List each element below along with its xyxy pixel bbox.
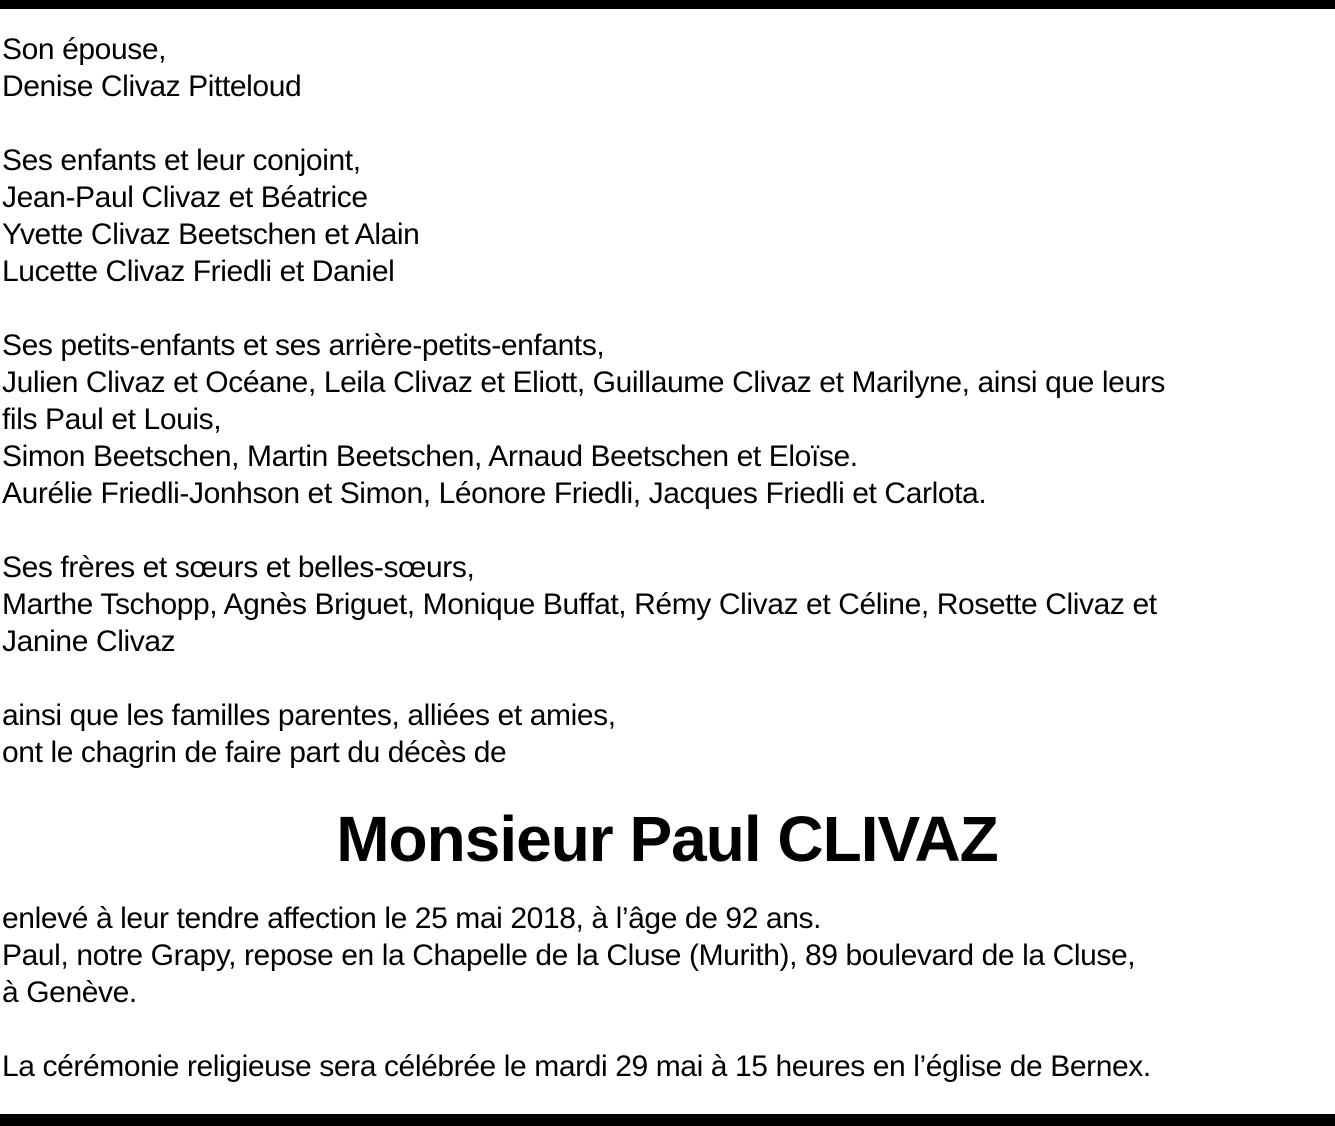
spouse-section [2,31,1332,105]
grandchildren-line: Julien Clivaz et Océane, Leila Clivaz et Eliott, Guillaume Clivaz et Marilyne, ainsi que leurs [2,366,1165,399]
siblings-line: Marthe Tschopp, Agnès Briguet, Monique Buffat, Rémy Clivaz et Céline, Rosette Clivaz et [2,588,1157,621]
grandchildren-line: fils Paul et Louis, [2,403,222,436]
deceased-name-heading: Monsieur Paul CLIVAZ [336,803,998,875]
siblings-section [2,549,1332,660]
announcement-line: ainsi que les familles parentes, alliées et amies, [2,699,616,732]
children-heading: Ses enfants et leur conjoint, [2,144,361,177]
bottom-rule [0,1114,1335,1126]
grandchildren-heading: Ses petits-enfants et ses arrière-petits-enfants, [2,329,605,362]
top-rule [0,0,1335,9]
grandchildren-line: Simon Beetschen, Martin Beetschen, Arnaud Beetschen et Eloïse. [2,440,858,473]
details-line: Paul, notre Grapy, repose en la Chapelle de la Cluse (Murith), 89 boulevard de la Cluse, [2,939,1136,972]
grandchildren-section [2,327,1332,512]
announcement-section [2,697,1332,771]
children-line: Jean-Paul Clivaz et Béatrice [2,181,368,214]
siblings-line: Janine Clivaz [2,625,176,658]
obituary-notice [2,31,1332,1085]
spouse-heading: Son épouse, [2,33,167,66]
announcement-line: ont le chagrin de faire part du décès de [2,736,507,769]
details-line: à Genève. [2,976,137,1009]
siblings-heading: Ses frères et sœurs et belles-sœurs, [2,551,475,584]
details-line: enlevé à leur tendre affection le 25 mai 2018, à l’âge de 92 ans. [2,902,822,935]
details-section [2,900,1332,1011]
ceremony-section [2,1048,1332,1085]
children-section [2,142,1332,290]
spouse-name: Denise Clivaz Pitteloud [2,70,302,103]
grandchildren-line: Aurélie Friedli-Jonhson et Simon, Léonore Friedli, Jacques Friedli et Carlota. [2,477,987,510]
children-line: Lucette Clivaz Friedli et Daniel [2,255,395,288]
children-line: Yvette Clivaz Beetschen et Alain [2,218,420,251]
ceremony-text: La cérémonie religieuse sera célébrée le mardi 29 mai à 15 heures en l’église de Bernex. [2,1050,1151,1083]
